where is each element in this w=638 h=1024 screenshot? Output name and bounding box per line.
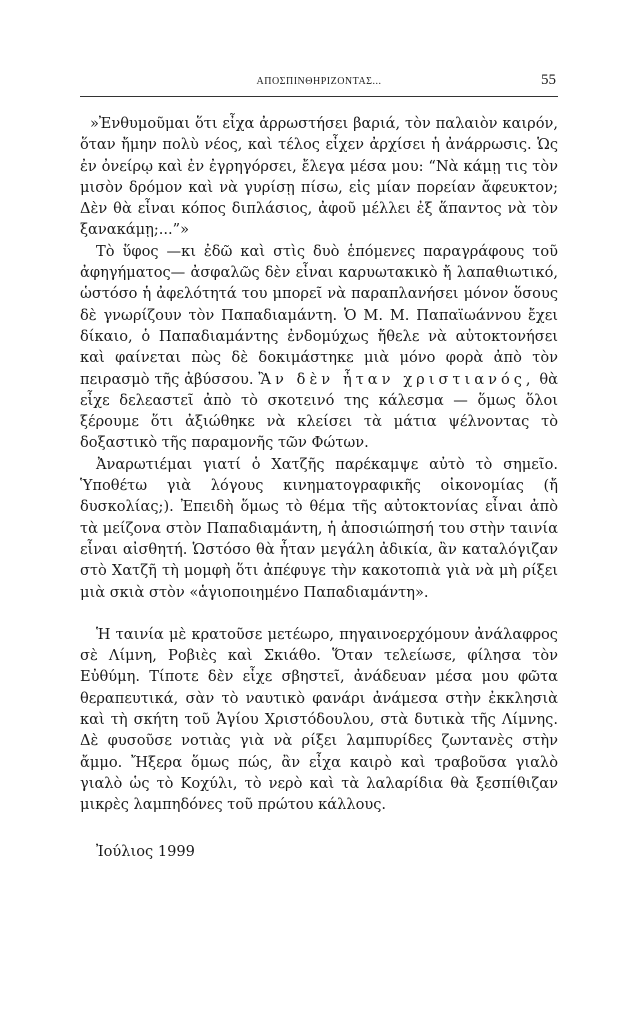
page-header (80, 70, 558, 97)
page-number: 55 (541, 72, 556, 88)
paragraph-style-text-before: Τὸ ὕφος —κι ἐδῶ καὶ στὶς δυὸ ἑπόμενες παραγράφους τοῦ ἀφηγήματος— ἀσφαλῶς δὲν εἶναι καρυωτακικὸ ἤ λαπαθιωτικό, ὡστόσο ἡ ἀφελότητά του μπορεῖ νὰ παραπλανήσει μόνον ὅσους δὲ γνωρίζουν τὸν Παπαδιαμάντη. Ὁ Μ. Μ. Παπαϊωάννου ἔχει δίκαιο, ὁ Παπαδιαμάντης ἐνδομύχως ἤθελε νὰ αὐτοκτονήσει καὶ φαίνεται πὼς δὲ δοκιμάστηκε μιὰ μόνο φορὰ ἀπὸ τὸν πειρασμὸ τῆς ἀβύσσου. (80, 242, 558, 388)
body-text (80, 113, 558, 816)
paragraph-film: Ἡ ταινία μὲ κρατοῦσε μετέωρο, πηγαινοερχόμουν ἀνάλαφρος σὲ Λίμνη, Ροβιὲς καὶ Σκιάθο. Ὅταν τελείωσε, φίλησα τὸν Εὐθύμη. Τίποτε δὲν εἶχε σβηστεῖ, ἀνάδευαν μέσα μου φῶτα θεραπευτικά, σὰν τὸ ναυτικὸ φανάρι ἀνάμεσα στὴν ἐκκλησιὰ καὶ τὴ σκήτη τοῦ Ἁγίου Χριστόδουλου, στὰ δυτικὰ τῆς Λίμνης. Δὲ φυσοῦσε νοτιὰς γιὰ νὰ ρίξει λαμπυρίδες ζωντανὲς στὴν ἄμμο. Ἤξερα ὅμως πώς, ἂν εἶχα καιρὸ καὶ τραβοῦσα γιαλὸ γιαλὸ ὡς τὸ Κοχύλι, τὸ νερὸ καὶ τὰ λαλαρίδια θὰ ξεσπίθιζαν μικρὲς λαμπηδόνες τοῦ πρώτου κάλλους. (80, 625, 558, 814)
quote-paragraph: »Ἐνθυμοῦμαι ὅτι εἶχα ἀρρωστήσει βαριά, τὸν παλαιὸν καιρόν, ὅταν ἤμην πολὺ νέος, καὶ τέλος εἶχεν ἀρχίσει ἡ ἀνάρρωσις. Ὡς ἐν ὀνείρῳ καὶ ἐν ἐγρηγόρσει, ἔλεγα μέσα μου: “Νὰ κάμῃ τις τὸν μισὸν δρόμον καὶ νὰ γυρίσῃ πίσω, εἰς μίαν πορείαν ἄφευκτον; Δὲν θὰ εἶναι κόπος διπλάσιος, ἀφοῦ μέλλει ἐξ ἅπαντος νὰ τὸν ξανακάμῃ;...”» (80, 115, 558, 239)
book-page (80, 70, 558, 860)
paragraph-style-text-after: θὰ εἶχε δελεαστεῖ ἀπὸ τὸ σκοτεινό της κάλεσμα — ὅμως ὅλοι ξέρουμε ὅτι ἀξιώθηκε νὰ κλείσει τὰ μάτια ψέλνοντας τὸ δοξαστικὸ τῆς παραμονῆς τῶν Φώτων. (80, 370, 558, 452)
letterspaced-phrase: Ἂν δὲν ἦταν χριστιανός, (258, 370, 535, 388)
dateline: Ἰούλιος 1999 (96, 842, 195, 860)
running-head: ΑΠΟΣΠΙΝΘΗΡΙΖΟΝΤΑΣ... (256, 76, 382, 87)
paragraph-hatzis: Ἀναρωτιέμαι γιατί ὁ Χατζῆς παρέκαμψε αὐτὸ τὸ σημεῖο. Ὑποθέτω γιὰ λόγους κινηματογραφικῆς οἰκονομίας (ἤ δυσκολίας;). Ἐπειδὴ ὅμως τὸ θέμα τῆς αὐτοκτονίας εἶναι ἀπὸ τὰ μείζονα στὸν Παπαδιαμάντη, ἡ ἀποσιώπησή του στὴν ταινία εἶναι αἰσθητή. Ὡστόσο θὰ ἦταν μεγάλη ἀδικία, ἂν καταλόγιζαν στὸ Χατζῆ τὴ μομφὴ ὅτι ἀπέφυγε τὴν κακοτοπιὰ γιὰ νὰ μὴ ρίξει μιὰ σκιὰ στὸν «ἁγιοποιημένο Παπαδιαμάντη». (80, 455, 558, 601)
paragraph-style (80, 241, 558, 454)
